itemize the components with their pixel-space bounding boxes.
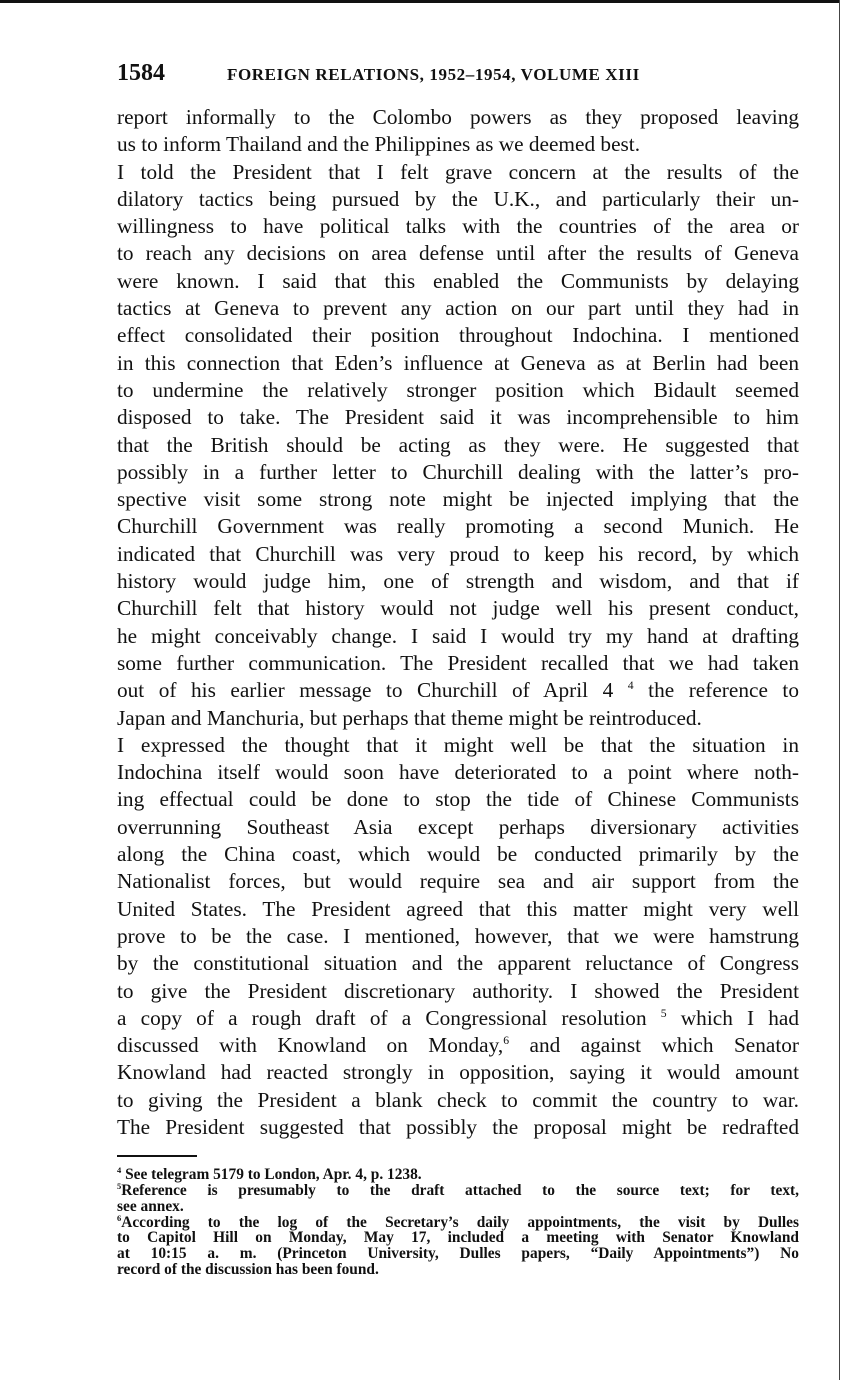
body-line-text: I told the President that I felt grave concern at the results of the xyxy=(117,159,799,184)
body-line xyxy=(117,1032,799,1059)
running-head: FOREIGN RELATIONS, 1952–1954, VOLUME XIII xyxy=(227,65,640,84)
page-header xyxy=(117,60,799,94)
body-line: Japan and Manchuria, but perhaps that theme might be reintroduced. xyxy=(117,705,702,730)
body-line: to reach any decisions on area defense until after the results of Geneva xyxy=(117,241,799,266)
body-line-tail: which I had xyxy=(680,1005,800,1030)
body-line: to undermine the relatively stronger position which Bidault seemed xyxy=(117,377,799,402)
body-line: disposed to take. The President said it was incomprehensible to him xyxy=(117,405,799,430)
body-line: indicated that Churchill was very proud to keep his record, by which xyxy=(117,541,799,566)
body-line: were known. I said that this enabled the Communists by delaying xyxy=(117,268,799,293)
body-line: to giving the President a blank check to commit the country to war. xyxy=(117,1087,799,1112)
body-line: Indochina itself would soon have deteriorated to a point where noth- xyxy=(117,760,799,785)
footnote-4 xyxy=(117,1167,799,1183)
body-line: report informally to the Colombo powers as they proposed leaving xyxy=(117,105,799,129)
footnote-text: See telegram 5179 to London, Apr. 4, p. 1238. xyxy=(125,1166,422,1184)
body-line: us to inform Thailand and the Philippines as we deemed best. xyxy=(117,132,641,157)
body-line: The President suggested that possibly the proposal might be redrafted xyxy=(117,1114,799,1139)
body-line: along the China coast, which would be conducted primarily by the xyxy=(117,842,799,867)
body-line: United States. The President agreed that this matter might very well xyxy=(117,896,799,921)
footnote-5 xyxy=(117,1180,799,1200)
body-line-text: a copy of a rough draft of a Congressional resolution xyxy=(117,1005,647,1030)
footnote-6-cont: record of the discussion has been found. xyxy=(117,1261,379,1279)
body-line-text: out of his earlier message to Churchill of April 4 xyxy=(117,678,614,703)
footnote-ref-6[interactable]: 6 xyxy=(503,1034,510,1047)
body-line xyxy=(117,1005,799,1032)
body-line: overrunning Southeast Asia except perhaps diversionary activities xyxy=(117,814,799,839)
footnote-mark: 4 xyxy=(117,1165,122,1176)
footnote-ref-4[interactable]: 4 xyxy=(627,679,634,693)
body-line: willingness to have political talks with the countries of the area or xyxy=(117,214,799,239)
body-line: by the constitutional situation and the apparent reluctance of Congress xyxy=(117,951,799,976)
body-line: in this connection that Eden’s influence at Geneva as at Berlin had been xyxy=(117,350,799,375)
footnote-6-cont: to Capitol Hill on Monday, May 17, included a meeting with Senator Knowland xyxy=(117,1229,799,1247)
footnote-6 xyxy=(117,1212,799,1231)
body-line: that the British should be acting as they were. He suggested that xyxy=(117,432,799,457)
footnote-mark: 5 xyxy=(117,1180,122,1191)
body-line: Churchill felt that history would not judge well his present conduct, xyxy=(117,596,799,621)
body-line: effect consolidated their position throughout Indochina. I mentioned xyxy=(117,323,799,348)
body-line: history would judge him, one of strength and wisdom, and that if xyxy=(117,569,799,594)
document-page xyxy=(117,60,799,1278)
body-line: some further communication. The President recalled that we had taken xyxy=(117,650,799,675)
footnotes xyxy=(117,1167,799,1278)
scan-border-right xyxy=(839,0,861,1380)
body-line: I expressed the thought that it might well be that the situation in xyxy=(117,732,799,757)
body-line xyxy=(117,677,799,704)
body-line: ing effectual could be done to stop the tide of Chinese Communists xyxy=(117,787,799,812)
body-line: to give the President discretionary authority. I showed the President xyxy=(117,978,799,1003)
body-line-tail: the reference to xyxy=(648,678,799,703)
body-line: he might conceivably change. I said I would try my hand at drafting xyxy=(117,623,799,648)
body-line-tail: and against which Senator xyxy=(529,1033,800,1058)
body-line: possibly in a further letter to Churchill dealing with the latter’s pro- xyxy=(117,459,799,484)
body-line xyxy=(117,159,799,186)
body-line: Churchill Government was really promoting a second Munich. He xyxy=(117,514,799,539)
body-line: tactics at Geneva to prevent any action on our part until they had in xyxy=(117,296,799,321)
footnote-6-cont: at 10:15 a. m. (Princeton University, Dulles papers, “Daily Appointments”) No xyxy=(117,1245,799,1263)
body-line: spective visit some strong note might be injected implying that the xyxy=(117,487,799,512)
body-line-text: discussed with Knowland on Monday, xyxy=(117,1033,504,1058)
body-line: Knowland had reacted strongly in opposition, saying it would amount xyxy=(117,1060,799,1085)
footnote-ref-5[interactable]: 5 xyxy=(660,1006,667,1020)
scan-border-top xyxy=(0,0,861,3)
page-number: 1584 xyxy=(117,60,165,86)
footnote-text: According to the log of the Secretary’s daily appointments, the visit by Dulles xyxy=(121,1213,799,1231)
body-line: Nationalist forces, but would require sea and air support from the xyxy=(117,869,799,894)
body-line: dilatory tactics being pursued by the U.K., and particularly their un- xyxy=(117,186,799,211)
footnote-divider xyxy=(117,1155,197,1157)
footnote-text: Reference is presumably to the draft attached to the source text; for text, xyxy=(121,1182,799,1200)
footnote-mark: 6 xyxy=(117,1212,122,1223)
body-line: prove to be the case. I mentioned, however, that we were hamstrung xyxy=(117,923,799,948)
body-text xyxy=(117,104,799,1141)
footnote-5-cont: see annex. xyxy=(117,1197,184,1215)
